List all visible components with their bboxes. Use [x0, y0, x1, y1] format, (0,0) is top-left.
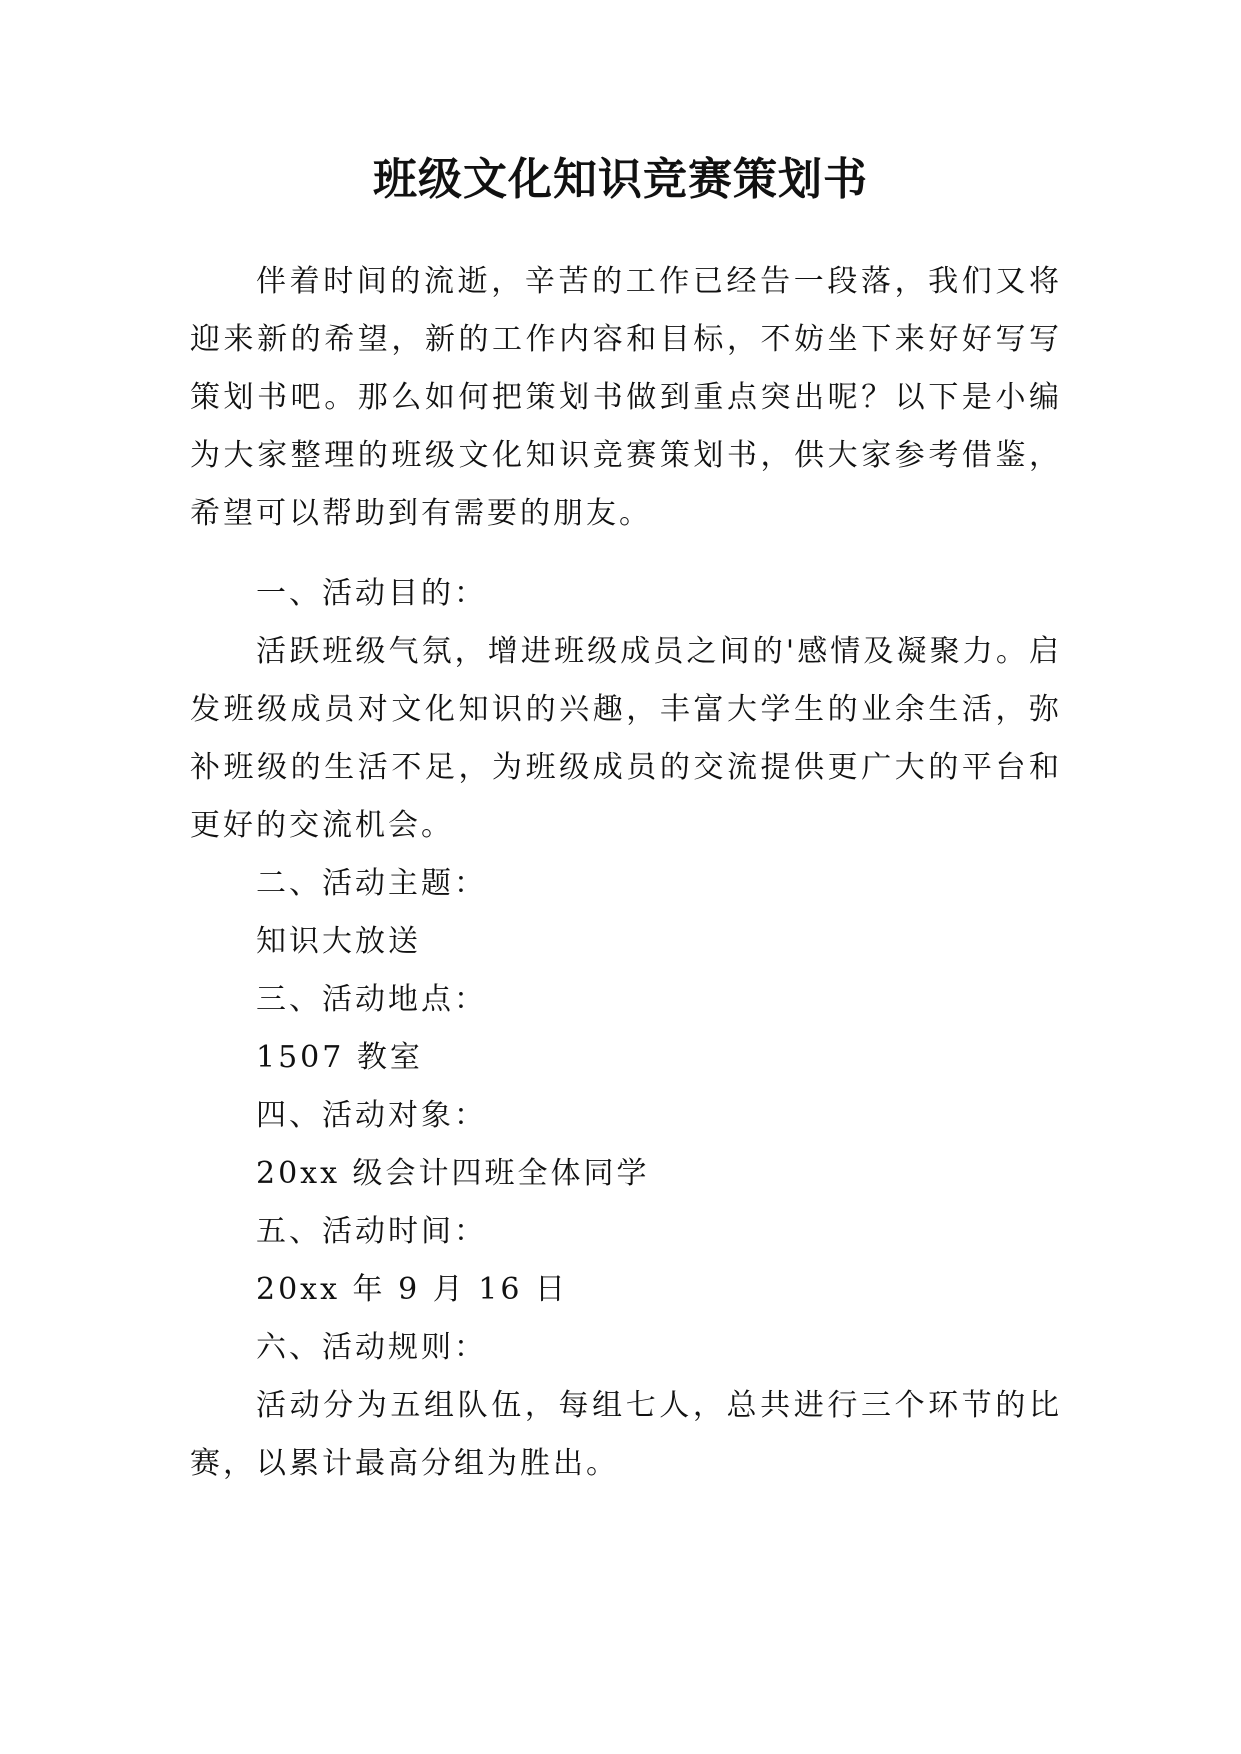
section-content-theme: 知识大放送 — [256, 924, 421, 959]
section-content-time: 20xx 年 9 月 16 日 — [256, 1272, 568, 1307]
section-content-location: 1507 教室 — [256, 1040, 423, 1075]
section-heading-audience: 四、活动对象： — [256, 1098, 487, 1133]
section-content-purpose: 活跃班级气氛，增进班级成员之间的'感情及凝聚力。启发班级成员对文化知识的兴趣，丰富大学生的业余生活，弥补班级的生活不足，为班级成员的交流提供更广大的平台和更好的交流机会。 — [190, 634, 1062, 843]
section-heading-theme: 二、活动主题： — [256, 866, 487, 901]
section-heading-time: 五、活动时间： — [256, 1214, 487, 1249]
intro-paragraph: 伴着时间的流逝，辛苦的工作已经告一段落，我们又将迎来新的希望，新的工作内容和目标，不妨坐下来好好写写策划书吧。那么如何把策划书做到重点突出呢？以下是小编为大家整理的班级文化知识竞赛策划书，供大家参考借鉴，希望可以帮助到有需要的朋友。 — [190, 264, 1062, 531]
section-heading-purpose: 一、活动目的： — [256, 576, 487, 611]
section-heading-rules: 六、活动规则： — [256, 1330, 487, 1365]
intro-block — [190, 253, 1062, 543]
sections-block — [190, 565, 1062, 1493]
section-content-rules: 活动分为五组队伍，每组七人，总共进行三个环节的比赛，以累计最高分组为胜出。 — [190, 1388, 1062, 1481]
section-content-audience: 20xx 级会计四班全体同学 — [256, 1156, 650, 1191]
document-title: 班级文化知识竞赛策划书 — [373, 154, 868, 205]
section-heading-location: 三、活动地点： — [256, 982, 487, 1017]
